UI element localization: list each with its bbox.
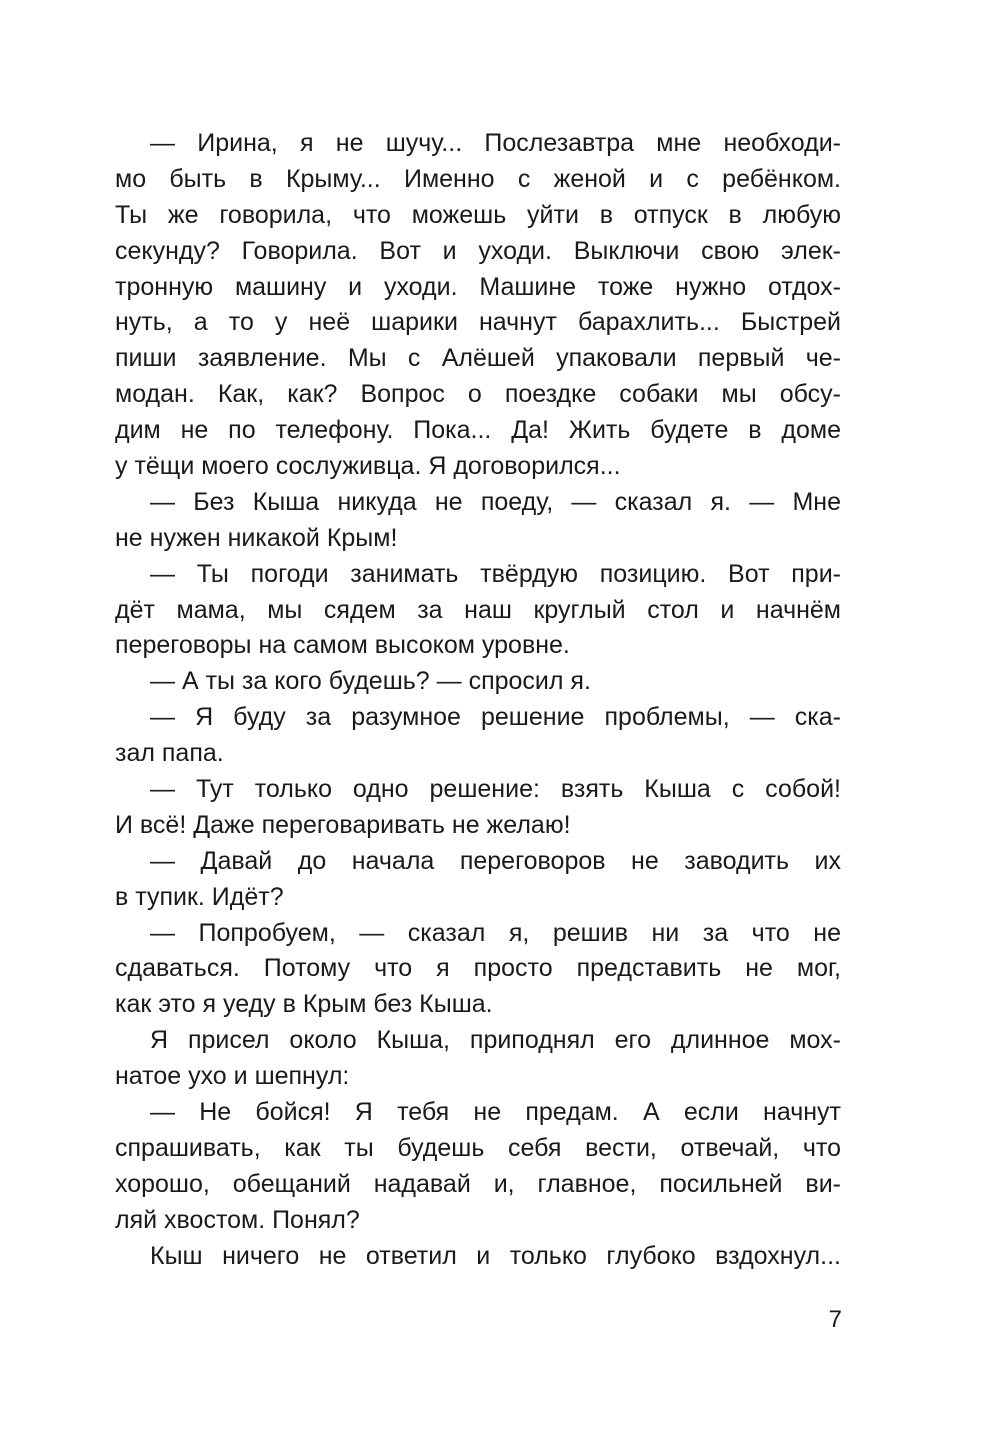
text-line: переговоры на самом высоком уровне. xyxy=(115,631,570,660)
text-line: модан. Как, как? Вопрос о поездке собаки мы обсу- xyxy=(115,380,841,409)
text-line: — Без Кыша никуда не поеду, — сказал я. — Мне xyxy=(150,487,841,516)
text-line: — Я буду за разумное решение проблемы, — ска- xyxy=(150,703,841,732)
text-line: в тупик. Идёт? xyxy=(115,882,284,911)
text-line: Ты же говорила, что можешь уйти в отпуск в любую xyxy=(115,200,841,229)
text-line: — Не бойся! Я тебя не предам. А если начнут xyxy=(150,1098,841,1127)
text-line: — А ты за кого будешь? — спросил я. xyxy=(150,667,591,696)
text-line: Я присел около Кыша, приподнял его длинное мох- xyxy=(150,1026,841,1055)
text-line: секунду? Говорила. Вот и уходи. Выключи свою элек- xyxy=(115,236,841,265)
text-line: сдаваться. Потому что я просто представить не мог, xyxy=(115,954,841,983)
text-line: у тёщи моего сослуживца. Я договорился... xyxy=(115,452,621,481)
text-line: спрашивать, как ты будешь себя вести, отвечай, что xyxy=(115,1133,841,1162)
text-line: тронную машину и уходи. Машине тоже нужно отдох- xyxy=(115,272,841,301)
text-line: зал папа. xyxy=(115,739,224,768)
text-line: И всё! Даже переговаривать не желаю! xyxy=(115,810,571,839)
page-body-text xyxy=(115,126,841,1275)
page-number: 7 xyxy=(828,1306,842,1333)
text-line: — Ты погоди занимать твёрдую позицию. Вот при- xyxy=(150,559,841,588)
text-line: — Тут только одно решение: взять Кыша с собой! xyxy=(150,775,841,804)
text-line: не нужен никакой Крым! xyxy=(115,523,398,552)
text-line: мо быть в Крыму... Именно с женой и с ребёнком. xyxy=(115,164,841,193)
text-line: натое ухо и шепнул: xyxy=(115,1062,350,1091)
text-line: нуть, а то у неё шарики начнут барахлить... Быстрей xyxy=(115,308,841,337)
text-line: ляй хвостом. Понял? xyxy=(115,1205,360,1234)
text-line: как это я уеду в Крым без Кыша. xyxy=(115,990,493,1019)
text-line: — Давай до начала переговоров не заводить их xyxy=(150,846,841,875)
text-line: дёт мама, мы сядем за наш круглый стол и начнём xyxy=(115,595,841,624)
text-line: пиши заявление. Мы с Алёшей упаковали первый че- xyxy=(115,344,841,373)
text-line: дим не по телефону. Пока... Да! Жить будете в доме xyxy=(115,416,841,445)
text-line: Кыш ничего не ответил и только глубоко вздохнул... xyxy=(150,1241,841,1270)
text-line: хорошо, обещаний надавай и, главное, посильней ви- xyxy=(115,1169,841,1198)
text-line: — Ирина, я не шучу... Послезавтра мне необходи- xyxy=(150,129,841,157)
text-line: — Попробуем, — сказал я, решив ни за что не xyxy=(150,918,841,947)
